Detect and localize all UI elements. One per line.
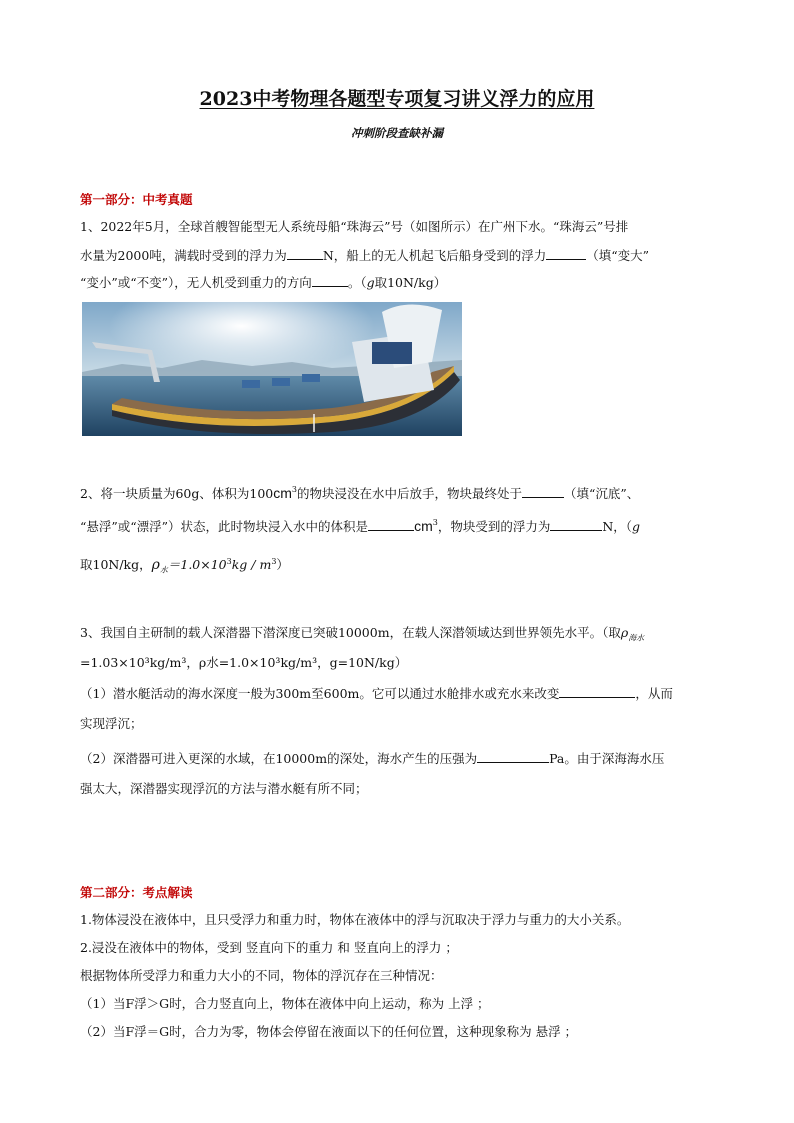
q2-blank-3[interactable] <box>550 518 602 531</box>
q2-unit-2-sup: 3 <box>432 518 438 527</box>
part2-point2: 2.浸没在液体中的物体，受到 竖直向下的重力 和 竖直向上的浮力 ； <box>80 940 458 955</box>
q2-unit-2: cm <box>414 518 433 534</box>
part2-point4: （1）当F浮＞G时，合力竖直向上，物体在液体中向上运动，称为 上浮 ； <box>80 996 490 1011</box>
q2-blank-2[interactable] <box>368 518 414 531</box>
q1-blank-3[interactable] <box>312 274 348 287</box>
part2-point3: 根据物体所受浮力和重力大小的不同，物体的浮沉存在三种情况： <box>80 968 443 983</box>
q2-text-e: ，物块受到的浮力为 <box>437 519 551 534</box>
ship-photo-icon <box>82 302 462 436</box>
q1-blank-2[interactable] <box>546 247 586 260</box>
q2-text-g: 取10N/kg， <box>80 557 152 572</box>
q3-blank-2[interactable] <box>477 750 549 763</box>
part2-point1: 1.物体浸没在液体中，且只受浮力和重力时，物体在液体中的浮与沉取决于浮力与重力的大小关系。 <box>80 912 630 927</box>
q2-unit-1-sup: 3 <box>291 485 297 494</box>
q2-density-sup2: 3 <box>271 557 277 566</box>
q2-g-symbol: g <box>632 519 641 534</box>
q1-text-d: “变小”或“不变”），无人机受到重力的方向 <box>80 275 312 290</box>
q1-line2 <box>80 247 649 264</box>
q3-s1-text-b: ，从而 <box>635 686 673 701</box>
part2-heading: 第二部分：考点解读 <box>80 885 193 900</box>
q3-s1-text-a: （1）潜水艇活动的海水深度一般为300m至600m。它可以通过水舱排水或充水来改变 <box>80 686 560 701</box>
q2-text-b: 的物块浸没在水中后放手，物块最终处于 <box>297 486 523 501</box>
q3-rho-sub: 海水 <box>628 633 645 643</box>
q3-line2: =1.03×10³kg/m³，ρ水=1.0×10³kg/m³，g=10N/kg） <box>80 655 408 670</box>
q1-g-symbol: g <box>366 275 375 290</box>
q2-rho-sub: 水 <box>159 565 168 575</box>
q1-text-a: 水量为2000吨，满载时受到的浮力为 <box>80 248 287 263</box>
q3-s2-text-a: （2）深潜器可进入更深的水域，在10000m的深处，海水产生的压强为 <box>80 751 478 766</box>
page-subtitle: 冲刺阶段查缺补漏 <box>351 126 443 140</box>
page-title: 2023中考物理各题型专项复习讲义浮力的应用 <box>199 88 595 110</box>
q3-sub2-line1 <box>80 750 664 767</box>
q1-text-c: （填“变大” <box>586 248 650 263</box>
q3-sub2-line2: 强太大，深潜器实现浮沉的方法与潜水艇有所不同； <box>80 781 368 796</box>
part1-heading: 第一部分：中考真题 <box>80 192 193 207</box>
q1-text-b: N，船上的无人机起飞后船身受到的浮力 <box>322 248 547 263</box>
q3-s2-text-b: Pa。由于深海海水压 <box>549 751 665 766</box>
q1-text-e: 。（ <box>347 275 367 290</box>
q2-line1 <box>80 485 639 502</box>
q1-line3 <box>80 274 446 291</box>
q2-blank-1[interactable] <box>522 485 564 498</box>
q2-text-c: （填“沉底”、 <box>564 486 640 501</box>
q3-text-a: 3、我国自主研制的载人深潜器下潜深度已突破10000m，在载人深潜领域达到世界领先水平。（取 <box>80 625 621 640</box>
q2-text-f: N，（ <box>602 519 633 534</box>
q3-blank-1[interactable] <box>559 685 635 698</box>
q3-rho-symbol: ρ <box>620 625 629 640</box>
q2-text-h: ） <box>276 557 289 572</box>
q2-text-a: 2、将一块质量为60g、体积为100 <box>80 486 274 501</box>
ship-photo <box>82 302 462 436</box>
q3-sub1-line1 <box>80 685 673 702</box>
q1-text-f: 取10N/kg） <box>374 275 447 290</box>
q2-density-a: ＝1.0×10 <box>167 557 227 572</box>
q2-text-d: “悬浮”或“漂浮”）状态，此时物块浸入水中的体积是 <box>80 519 369 534</box>
q2-density-b: kg / m <box>231 557 272 572</box>
part2-point5: （2）当F浮＝G时，合力为零，物体会停留在液面以下的任何位置，这种现象称为 悬浮 ； <box>80 1024 578 1039</box>
q3-sub1-line2: 实现浮沉； <box>80 716 143 731</box>
q1-blank-1[interactable] <box>287 247 323 260</box>
q1-line1: 1、2022年5月，全球首艘智能型无人系统母船“珠海云”号（如图所示）在广州下水。“珠海云”号排 <box>80 219 629 234</box>
q2-line2 <box>80 518 640 535</box>
q2-density-sup: 3 <box>226 557 232 566</box>
q2-line3 <box>80 557 289 579</box>
q2-rho-symbol: ρ <box>151 557 160 573</box>
q2-unit-1: cm <box>273 485 292 501</box>
q3-line1 <box>80 625 644 647</box>
